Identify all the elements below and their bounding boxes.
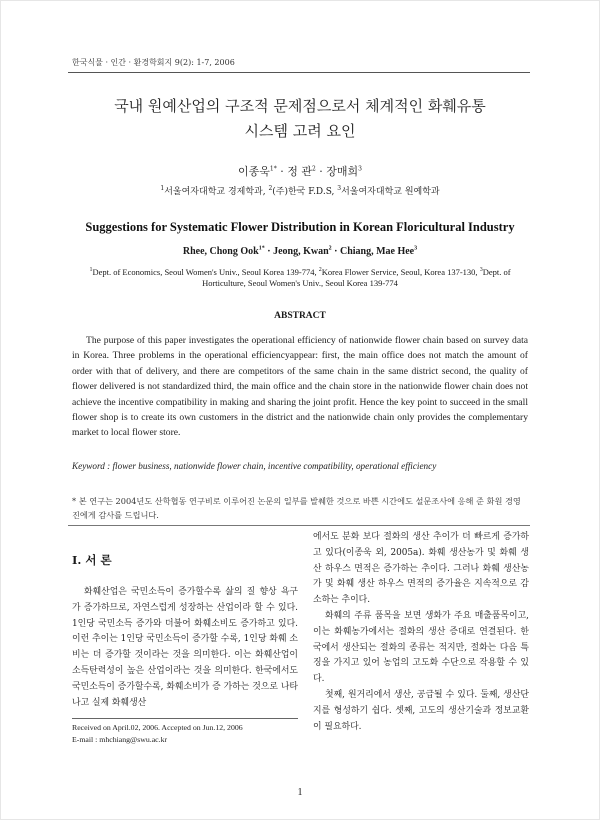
author-3-en: Chiang, Mae Hee (339, 246, 415, 257)
english-authors (0, 246, 600, 257)
journal-citation: 한국식물 · 인간 · 환경학회지 9(2): 1-7, 2006 (72, 58, 235, 67)
body-left-column: 화훼산업은 국민소득이 증가할수록 삶의 질 향상 욕구가 증가하므로, 자연스럽게 성장하는 산업이라 할 수 있다. 1인당 국민소득 증가와 더불어 화훼소비도 증가하고 있다. 이런 추이는 1인당 국민소득이 증가할 수록, 1인당 화훼 소비는 더 증가할 것이라는 것을 의미한다. 이는 화훼산업이 소득탄력성이 높은 산업이라는 것을 의미한다. 한국에서도 국민소득이 증가할수록, 화훼소비가 증 가하는 것으로 나타나고 실제 화훼생산 (72, 587, 298, 708)
korean-title-line2: 시스템 고려 요인 (244, 122, 356, 140)
author-1-sup: 1* (269, 165, 277, 173)
author-2: 정 관 (287, 165, 312, 178)
affil-sup: 2 (268, 185, 273, 192)
body-right-column (313, 530, 529, 735)
affil-text: Korea Flower Service, Seoul, Korea 137-130, (321, 267, 480, 277)
affil-text: (주)한국 F.D.S, (272, 187, 338, 197)
affil-sup: 3 (479, 267, 483, 274)
korean-authors (0, 163, 600, 179)
author-3-sup: 3 (358, 165, 362, 173)
affil-text: Dept. of Horticulture, Seoul Women's Univ., Seoul Korea 139-774 (202, 267, 511, 288)
author-3-en-sup: 3 (414, 245, 418, 252)
author-3: 장매희 (326, 165, 359, 178)
footnote (72, 722, 302, 745)
affil-text: 서울여자대학교 원예학과 (341, 187, 440, 197)
abstract-heading: ABSTRACT (274, 311, 326, 321)
korean-affiliation (0, 184, 600, 197)
affil-sup: 1 (160, 185, 165, 192)
author-2-sup: 2 (311, 165, 316, 173)
author-sep: · (264, 246, 274, 257)
author-2-en-sup: 2 (328, 245, 332, 252)
author-sep: · (276, 165, 288, 178)
email-address: E-mail : mhchiang@swu.ac.kr (72, 734, 168, 744)
keywords (72, 461, 528, 471)
affil-sup: 3 (337, 185, 342, 192)
footnote-rule (72, 718, 298, 719)
funding-note: * 본 연구는 2004년도 산학협동 연구비로 이루어진 논문의 일부를 발췌한 것으로 바쁜 시간에도 설문조사에 응해 준 화원 경영진에게 감사를 드립니다. (72, 496, 521, 520)
affil-sup: 2 (318, 267, 322, 274)
abstract-text: The purpose of this paper investigates the operational efficiency of nationwide flower chain based on survey data in Korea. Three problems in the operational efficiencyappear: first, the main office does not match the amount of order with that of delivery, and there are competitors of the same chain in the same district second, the quality of flower delivered is not standardized third, the main office and the chain store in the nationwide flower chain does not achieve the incentive compatibility in making and sharing the joint profit. Hence the key point to succeed in the small flower shop is to create its own customers in the district and the nationwide chain only provides the complementary market to local flower store. (72, 335, 528, 439)
section-title: I. 서 론 (72, 553, 112, 567)
affil-sup: 1 (89, 267, 93, 274)
author-sep: · (315, 165, 327, 178)
body-paragraph: 첫째, 원거리에서 생산, 공급될 수 있다. 둘째, 생산단지를 형성하기 쉽다. 셋째, 고도의 생산기술과 정보교환이 필요하다. (313, 689, 529, 732)
keyword-list: flower business, nationwide flower chain, incentive compatibility, operational efficiency (112, 461, 437, 471)
page-number: 1 (297, 787, 303, 798)
author-1-en-sup: 1* (258, 245, 265, 252)
korean-title-line1: 국내 원예산업의 구조적 문제점으로서 체계적인 화훼유통 (114, 97, 486, 115)
author-2-en: Jeong, Kwan (273, 246, 329, 257)
keyword-label: Keyword : (72, 461, 113, 471)
english-title: Suggestions for Systematic Flower Distribution in Korean Floricultural Industry (85, 220, 515, 234)
english-affiliation (85, 267, 515, 288)
korean-title (0, 94, 600, 144)
header-rule (68, 72, 530, 73)
author-1-en: Rhee, Chong Ook (182, 246, 259, 257)
section-rule (68, 525, 530, 526)
author-1: 이종욱 (237, 165, 270, 178)
body-paragraph: 화훼의 주류 품목을 보면 생화가 주요 매출품목이고, 이는 화훼농가에서는 절화의 생산 증대로 연결된다. 한국에서 생산되는 절화의 종류는 적지만, 절화는 다음 특징을 가지고 있어 농업의 고도화 수단으로 작용할 수 있다. (313, 610, 529, 685)
author-sep: · (331, 246, 340, 257)
body-paragraph: 에서도 분화 보다 절화의 생산 추이가 더 빠르게 증가하고 있다(이종욱 외, 2005a). 화훼 생산농가 및 화훼 생산 하우스 면적은 증가하는 추이다. 그러나 화훼 생산농가 및 화훼 생산 하우스 면적의 증가율은 지속적으로 감소하는 추이다. (313, 532, 529, 606)
received-date: Received on April.02, 2006. Accepted on Jun.12, 2006 (72, 723, 243, 732)
affil-text: 서울여자대학교 경제학과, (164, 187, 269, 197)
affil-text: Dept. of Economics, Seoul Women's Univ., Seoul Korea 139-774, (92, 267, 319, 277)
